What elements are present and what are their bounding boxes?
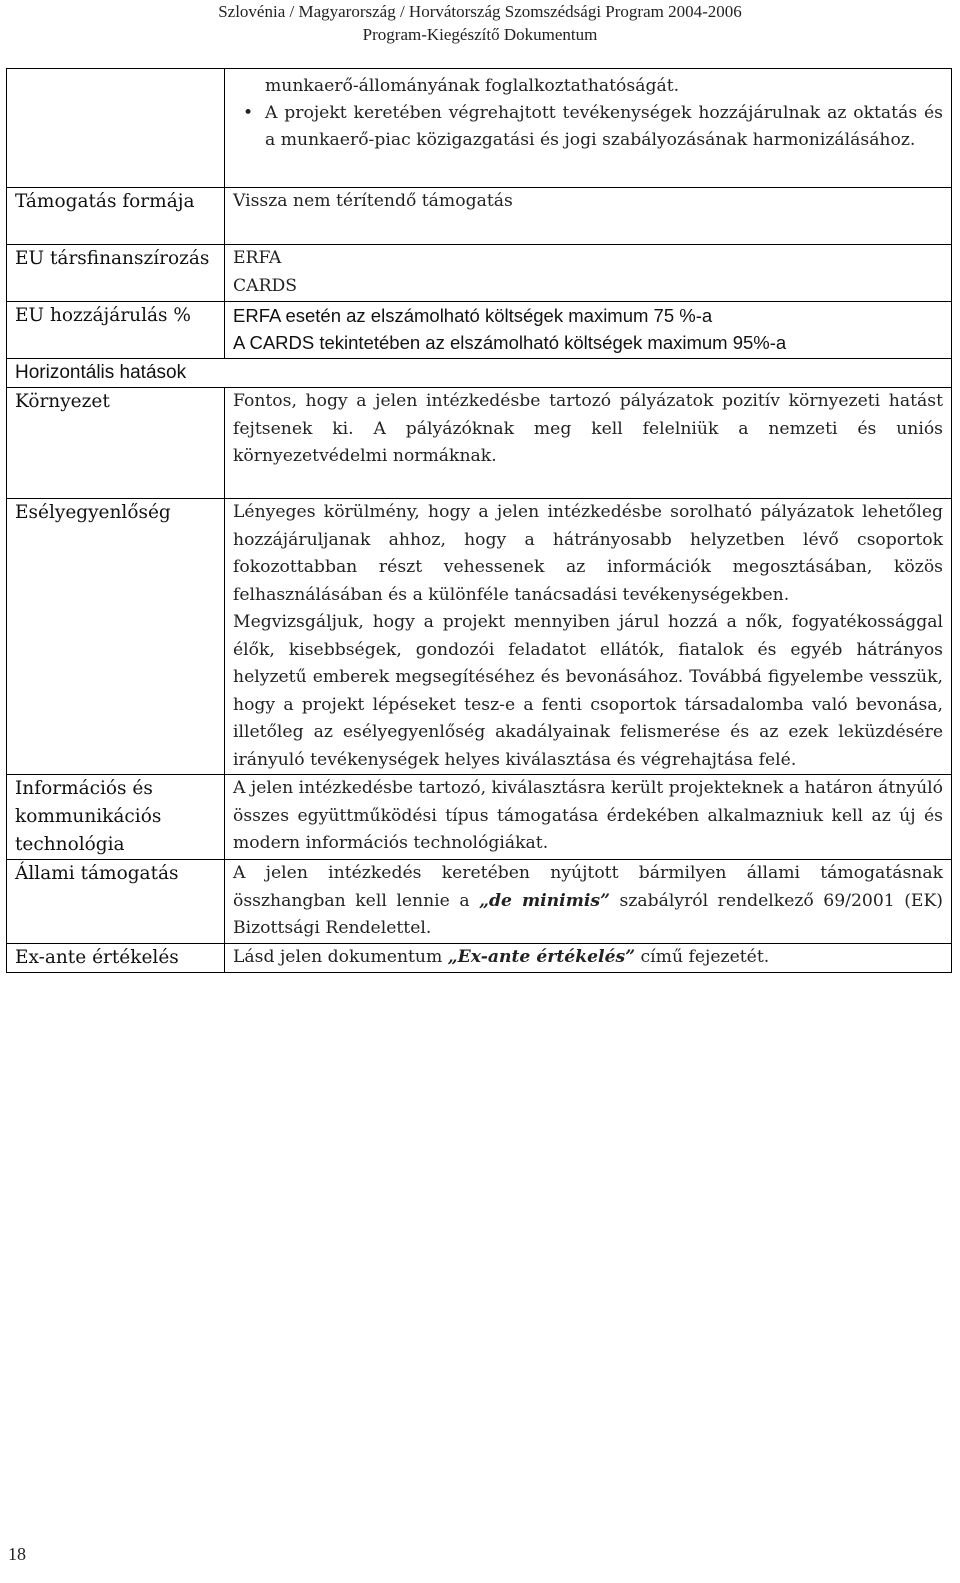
horizontal-effects-heading-cell <box>7 359 952 388</box>
ex-ante-quote-close: ” <box>625 946 636 967</box>
equal-opportunity-body-cell <box>225 499 952 775</box>
ex-ante-text-before: Lásd jelen dokumentum <box>233 946 448 967</box>
continuation-body-cell <box>225 69 952 188</box>
environment-label <box>7 388 225 499</box>
list-item <box>225 100 943 154</box>
state-aid-text-before: A jelen intézkedés keretében nyújtott bármilyen állami támogatásnak összhangban kell lennie a <box>233 863 943 911</box>
ex-ante-label <box>7 943 225 972</box>
continuation-bullets <box>225 73 951 154</box>
continuation-label-cell <box>7 69 225 188</box>
measure-table <box>6 68 952 973</box>
support-form-value-cell <box>225 188 952 245</box>
ex-ante-text-after: című fejezetét. <box>635 946 770 967</box>
environment-body-cell <box>225 388 952 499</box>
ict-body-cell <box>225 775 952 860</box>
eu-cofinancing-label <box>7 245 225 302</box>
table-row-environment <box>7 388 952 499</box>
equal-opportunity-label <box>7 499 225 775</box>
state-aid-quote-close: ” <box>600 890 610 911</box>
table-row-continuation <box>7 69 952 188</box>
header-document-title: Program-Kiegészítő Dokumentum <box>362 25 598 44</box>
table-row-ex-ante <box>7 943 952 972</box>
table-row-support-form <box>7 188 952 245</box>
eu-cofinancing-value-cards: CARDS <box>233 275 298 296</box>
state-aid-label-text: Állami támogatás <box>15 863 179 884</box>
ex-ante-quote-open: „ <box>447 946 458 967</box>
page-number: 18 <box>8 1544 26 1564</box>
bullet-icon: • <box>243 103 254 123</box>
support-form-label <box>7 188 225 245</box>
state-aid-text <box>225 860 951 943</box>
state-aid-text-after: szabályról rendelkező 69/2001 (EK) Bizottsági Rendelettel. <box>233 890 943 938</box>
eu-contribution-value-cell <box>225 302 952 359</box>
ex-ante-emphasis: Ex-ante értékelés <box>457 946 626 967</box>
table-row-equal-opportunity <box>7 499 952 775</box>
eu-cofinancing-label-text: EU társfinanszírozás <box>15 248 210 269</box>
ict-label <box>7 775 225 860</box>
horizontal-effects-heading: Horizontális hatások <box>15 362 187 383</box>
list-item <box>225 73 943 100</box>
bullet-text: A projekt keretében végrehajtott tevékenységek hozzájárulnak az oktatás és a munkaerő-piac közigazgatási és jogi szabályozásának harmonizálásához. <box>265 103 943 150</box>
table-row-state-aid <box>7 860 952 944</box>
environment-label-text: Környezet <box>15 391 110 412</box>
ex-ante-label-text: Ex-ante értékelés <box>15 946 179 968</box>
eu-contribution-label-text: EU hozzájárulás % <box>15 305 191 326</box>
state-aid-body-cell <box>225 860 952 944</box>
support-form-value: Vissza nem térítendő támogatás <box>233 191 513 211</box>
table-row-eu-cofinancing <box>7 245 952 302</box>
eu-contribution-label <box>7 302 225 359</box>
equal-opportunity-para-1: Lényeges körülmény, hogy a jelen intézkedésbe sorolható pályázatok lehetőleg hozzájáruljanak ahhoz, hogy a hátrányosabb helyzetben lévő csoportok fokozottabban részt vehessenek az információk megosztásában, közös felhasználásában és a különféle tanácsadási tevékenységekben. <box>233 502 943 605</box>
bullet-text: munkaerő-állományának foglalkoztathatóságát. <box>265 76 680 96</box>
table-row-eu-contribution <box>7 302 952 359</box>
page-header <box>0 0 960 46</box>
equal-opportunity-para-2: Megvizsgáljuk, hogy a projekt mennyiben járul hozzá a nők, fogyatékossággal élők, kisebbségek, gondozói feladatot ellátók, fiatalok és egyéb hátrányos helyzetű emberek megsegítéséhez és bevonásához. Továbbá figyelembe vesszük, hogy a projekt lépéseket tesz-e a fenti csoportok társadalomba való bevonása, illetőleg az esélyegyenlőség akadályainak felismerése és az ezek leküzdésére irányuló tevékenységek helyes kiválasztása és végrehajtása felé. <box>233 612 943 770</box>
eu-contribution-erfa: ERFA esetén az elszámolható költségek maximum 75 %-a <box>233 305 713 326</box>
eu-cofinancing-value-cell <box>225 245 952 302</box>
ict-label-text: Információs és kommunikációs technológia <box>15 778 162 855</box>
header-program-title: Szlovénia / Magyarország / Horvátország Szomszédsági Program 2004-2006 <box>218 2 742 21</box>
equal-opportunity-label-text: Esélyegyenlőség <box>15 502 171 523</box>
ex-ante-body-cell <box>225 943 952 972</box>
table-row-ict <box>7 775 952 860</box>
eu-cofinancing-value-erfa: ERFA <box>233 248 282 268</box>
state-aid-quote-open: „ <box>479 890 489 911</box>
ict-text: A jelen intézkedésbe tartozó, kiválasztásra került projekteknek a határon átnyúló összes együttműködési típus támogatása érdekében alkalmazniuk kell az új és modern információs technológiákat. <box>233 778 943 853</box>
table-row-horizontal <box>7 359 952 388</box>
eu-contribution-cards: A CARDS tekintetében az elszámolható költségek maximum 95%-a <box>233 332 787 353</box>
state-aid-label <box>7 860 225 944</box>
support-form-label-text: Támogatás formája <box>15 191 195 212</box>
state-aid-emphasis: de minimis <box>488 890 601 911</box>
ex-ante-text <box>225 944 951 972</box>
environment-text: Fontos, hogy a jelen intézkedésbe tartozó pályázatok pozitív környezeti hatást fejtsenek ki. A pályázóknak meg kell felelniük a nemzeti és uniós környezetvédelmi normáknak. <box>233 391 943 466</box>
